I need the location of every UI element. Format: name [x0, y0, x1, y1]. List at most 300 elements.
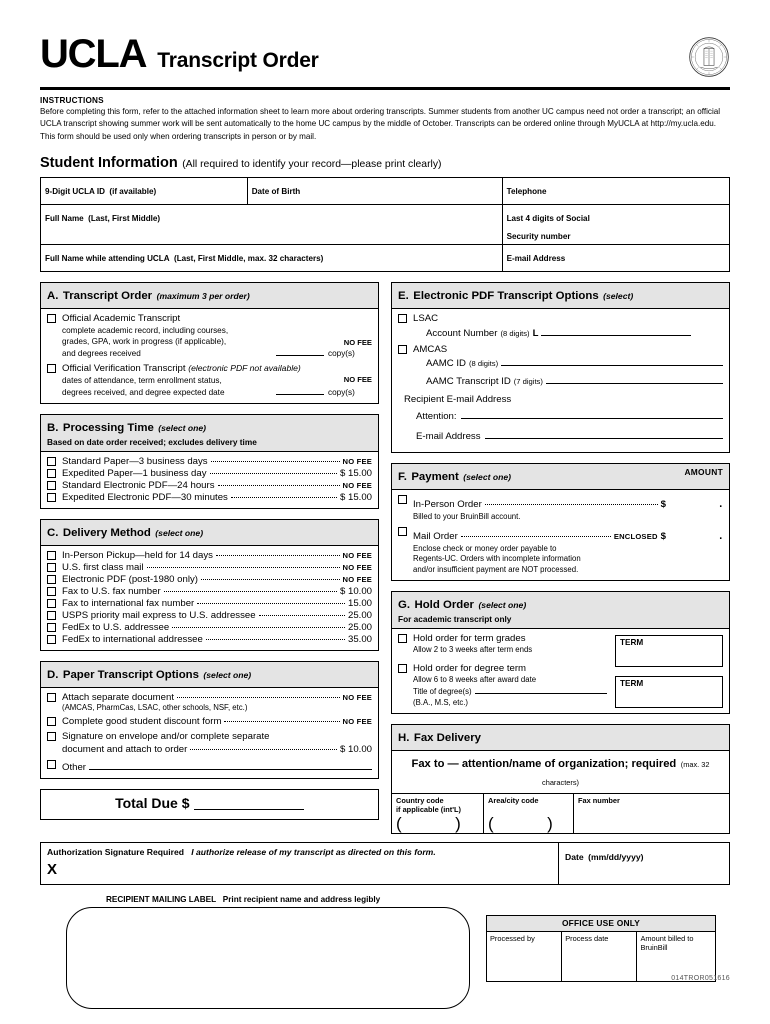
option-row[interactable]	[47, 586, 372, 597]
option-label-note: (electronic PDF not available)	[188, 363, 301, 374]
checkbox-signature-on-envelope[interactable]	[47, 732, 56, 741]
section-subtitle: For academic transcript only	[398, 614, 512, 625]
field-label: Telephone	[506, 186, 547, 196]
recipient-email-heading: Recipient E-mail Address	[404, 393, 512, 405]
field-ssn-last4[interactable]	[502, 204, 729, 244]
section-b-header	[41, 415, 378, 452]
attention-row	[398, 409, 723, 424]
field-full-name[interactable]	[41, 204, 503, 244]
signature-label-group	[47, 847, 552, 857]
section-e-body	[392, 309, 729, 452]
checkbox-fax-international[interactable]	[47, 599, 56, 608]
option-leader	[62, 744, 372, 755]
paren-group	[488, 813, 569, 833]
mailing-label-box[interactable]	[66, 907, 470, 1009]
option-leader	[62, 716, 372, 727]
field-label-line-2: if applicable (int'L)	[396, 805, 461, 815]
section-a	[40, 282, 379, 404]
amount-mail-order-value[interactable]: .	[718, 526, 723, 544]
desc-line-2-row	[62, 387, 372, 398]
paren-close: )	[455, 813, 461, 833]
desc-line-1: dates of attendance, term enrollment status,	[62, 376, 222, 386]
option-row[interactable]	[47, 363, 372, 375]
lsac-account-label: Account Number	[426, 328, 498, 340]
field-label: 9-Digit UCLA ID	[45, 186, 105, 196]
paren-close: )	[547, 813, 553, 833]
section-letter: H.	[398, 732, 410, 745]
aamc-id-input-line[interactable]	[501, 356, 723, 366]
option-label: Hold order for degree term	[413, 662, 527, 674]
fee-label: 25.00	[347, 609, 372, 621]
section-letter: C.	[47, 526, 59, 539]
enclosed-tag: ENCLOSED	[613, 532, 658, 542]
field-label: Area/city code	[488, 796, 539, 806]
option-official-academic-transcript	[47, 313, 372, 359]
section-h	[391, 724, 730, 834]
option-leader	[62, 562, 372, 573]
fee-label: NO FEE	[343, 338, 372, 348]
section-c	[40, 519, 379, 651]
checkbox-fedex-us[interactable]	[47, 623, 56, 632]
option-sublabel: Billed to your BruinBill account.	[413, 511, 521, 521]
section-letter: A.	[47, 289, 59, 302]
student-information-subtitle: (All required to identify your record—please print clearly)	[182, 158, 442, 170]
section-f-body	[392, 490, 729, 580]
currency-symbol: $	[660, 531, 666, 543]
instructions-heading: INSTRUCTIONS	[40, 96, 104, 105]
field-telephone[interactable]	[502, 177, 729, 204]
field-label: Fax number	[578, 796, 620, 806]
amount-in-person-value[interactable]: .	[718, 493, 723, 511]
section-f-header	[392, 464, 729, 490]
option-leader	[62, 456, 372, 467]
term-box-degree[interactable]	[615, 676, 723, 708]
header-left	[40, 34, 319, 74]
leader-dots	[211, 461, 340, 462]
section-d	[40, 661, 379, 779]
section-note: (select one)	[463, 471, 512, 482]
option-sublabel: Allow 2 to 3 weeks after term ends	[413, 645, 533, 655]
instructions-body: Before completing this form, refer to the attached information sheet to learn more about ordering transcripts. Summer students from another UC campus need not order a transcript; an official UCLA transcript showing summer work will be sent automatically to the home UC campus by the middle of October. Transcripts can be ordered online through MyUCLA at http://my.ucla.edu. This form should be used only when ordering transcripts in person or by mail.	[40, 107, 721, 141]
leader-dots	[216, 555, 340, 556]
leader-dots	[485, 504, 658, 505]
sub-line-3: and/or insufficient payment are NOT processed.	[413, 564, 579, 574]
option-row[interactable]	[47, 634, 372, 645]
checkbox-official-verification-transcript[interactable]	[47, 364, 56, 373]
total-due-input-line[interactable]	[194, 796, 304, 810]
fee-label: NO FEE	[342, 574, 372, 584]
table-row	[41, 177, 730, 204]
leader-dots	[206, 639, 345, 640]
desc-line-2: grades, GPA, work in progress (if applicable),	[62, 337, 227, 347]
right-column	[391, 282, 730, 834]
option-label: In-Person Order	[413, 498, 482, 510]
option-row[interactable]	[47, 492, 372, 503]
student-information-heading: Student Information	[40, 154, 178, 171]
option-leader	[62, 622, 372, 633]
checkbox-hold-degree-term[interactable]	[398, 664, 407, 673]
leader-dots	[147, 567, 340, 568]
form-columns	[40, 282, 730, 834]
checkbox-standard-electronic-pdf[interactable]	[47, 481, 56, 490]
office-amount-billed[interactable]	[637, 932, 715, 981]
bottom-row	[40, 895, 730, 1009]
option-label: U.S. first class mail	[62, 561, 144, 573]
checkbox-lsac[interactable]	[398, 314, 407, 323]
form-header	[40, 34, 730, 78]
field-note: (if available)	[109, 186, 157, 196]
paren-group	[396, 813, 479, 833]
office-use-header: OFFICE USE ONLY	[486, 915, 716, 932]
option-label: Standard Paper—3 business days	[62, 455, 208, 467]
field-label: Full Name	[45, 213, 84, 223]
section-note: (select)	[603, 290, 634, 301]
checkbox-mail-order[interactable]	[398, 527, 407, 536]
option-row[interactable]	[398, 663, 607, 675]
section-e-header	[392, 283, 729, 309]
checkbox-expedited-electronic-pdf[interactable]	[47, 493, 56, 502]
student-information-table	[40, 177, 730, 272]
section-letter: G.	[398, 599, 411, 612]
option-row[interactable]	[47, 759, 372, 773]
field-ucla-id[interactable]	[41, 177, 248, 204]
option-row[interactable]	[47, 562, 372, 573]
option-label: Expedited Paper—1 business day	[62, 467, 207, 479]
option-label: Hold order for term grades	[413, 633, 526, 645]
option-leader	[62, 574, 372, 585]
lsac-prefix: L	[532, 328, 539, 340]
option-leader	[62, 480, 372, 491]
aamc-id-label: AAMC ID	[426, 357, 466, 369]
attention-label: Attention:	[416, 410, 457, 422]
field-name-while-attending[interactable]	[41, 244, 503, 271]
signature-x-mark: X	[47, 860, 58, 878]
checkbox-us-first-class-mail[interactable]	[47, 563, 56, 572]
option-label	[62, 363, 301, 375]
option-official-verification-transcript	[47, 363, 372, 398]
section-note: (select one)	[155, 527, 204, 538]
aamc-transcript-id-label: AAMC Transcript ID	[426, 376, 511, 388]
section-g-header	[392, 592, 729, 629]
currency-symbol: $	[660, 498, 666, 510]
leader-dots	[201, 579, 340, 580]
page-title: Transcript Order	[157, 49, 319, 72]
date-label: Date	[565, 851, 584, 862]
checkbox-standard-paper[interactable]	[47, 457, 56, 466]
checkbox-fedex-international[interactable]	[47, 635, 56, 644]
option-row[interactable]	[398, 633, 607, 645]
option-label: Fax to international fax number	[62, 597, 195, 609]
option-leader	[62, 692, 372, 703]
option-row[interactable]	[47, 692, 372, 703]
field-label: Date of Birth	[251, 186, 301, 196]
fee-label: 35.00	[347, 633, 372, 645]
fee-label: NO FEE	[342, 550, 372, 560]
option-row[interactable]	[47, 716, 372, 727]
section-title: Transcript Order	[62, 289, 153, 302]
lsac-account-row	[398, 326, 723, 341]
desc-line-3-row	[62, 348, 372, 359]
degree-title-label: Title of degree(s)	[413, 687, 472, 697]
option-leader	[62, 550, 372, 561]
ucla-wordmark: UCLA	[40, 32, 147, 76]
caption-bold: RECIPIENT MAILING LABEL	[106, 894, 216, 904]
term-box-grades[interactable]	[615, 635, 723, 667]
option-label: Fax to U.S. fax number	[62, 585, 161, 597]
leader-dots	[259, 615, 345, 616]
checkbox-in-person-order[interactable]	[398, 495, 407, 504]
column-header: Processed by	[490, 933, 535, 943]
degree-term-notes	[398, 675, 607, 708]
aamc-id-row	[398, 356, 723, 371]
signature-label: Authorization Signature Required	[47, 846, 185, 857]
aamc-transcript-id-input-line[interactable]	[546, 374, 723, 384]
field-area-code[interactable]	[484, 794, 574, 833]
field-note: (Last, First Middle, max. 32 characters)	[174, 253, 324, 263]
option-row[interactable]	[47, 468, 372, 479]
field-fax-number[interactable]	[574, 794, 729, 833]
checkbox-fax-us[interactable]	[47, 587, 56, 596]
section-note: (maximum 3 per order)	[156, 290, 250, 301]
leader-dots	[218, 485, 340, 486]
option-multiline	[62, 731, 372, 754]
office-use-block	[486, 915, 716, 1009]
fax-to-row[interactable]	[392, 751, 729, 794]
section-g-body	[392, 629, 729, 713]
fee-label: NO FEE	[343, 375, 372, 385]
option-label: Attach separate document	[62, 691, 174, 703]
option-leader	[413, 526, 723, 544]
office-processed-by[interactable]	[487, 932, 562, 981]
section-d-body	[41, 688, 378, 778]
copies-input-line[interactable]	[276, 394, 324, 395]
other-input-line[interactable]	[89, 759, 372, 770]
section-letter: B.	[47, 421, 59, 434]
office-process-date[interactable]	[562, 932, 637, 981]
sub-line-1: Allow 6 to 8 weeks after award date	[413, 675, 537, 685]
option-row[interactable]	[47, 598, 372, 609]
section-title: Delivery Method	[62, 526, 151, 539]
table-row	[41, 204, 730, 244]
section-b	[40, 414, 379, 509]
leader-dots	[190, 749, 337, 750]
option-description	[47, 375, 372, 398]
mail-order-notes	[398, 544, 723, 575]
option-label: In-Person Pickup—held for 14 days	[62, 549, 213, 561]
fax-number-cells	[392, 794, 729, 833]
checkbox-official-academic-transcript[interactable]	[47, 314, 56, 323]
column-header: Process date	[565, 933, 609, 943]
option-leader	[62, 586, 372, 597]
option-label: Expedited Electronic PDF—30 minutes	[62, 491, 228, 503]
option-row[interactable]	[47, 610, 372, 621]
checkbox-electronic-pdf[interactable]	[47, 575, 56, 584]
section-letter: D.	[47, 668, 59, 681]
fee-label: $ 10.00	[339, 585, 372, 597]
fee-label: $ 15.00	[339, 467, 372, 479]
field-label: E-mail Address	[506, 253, 566, 263]
field-label: Full Name while attending UCLA	[45, 253, 170, 263]
email-input-line[interactable]	[485, 429, 723, 439]
option-label: FedEx to international addressee	[62, 633, 203, 645]
section-title: Paper Transcript Options	[62, 668, 199, 681]
desc-line-2: degrees received, and degree expected date	[62, 387, 225, 397]
fax-to-note: (max. 32 characters)	[542, 760, 710, 788]
desc-line-3: and degrees received	[62, 348, 141, 358]
option-row[interactable]	[47, 731, 372, 754]
fee-label: $ 10.00	[339, 743, 372, 755]
section-title: Hold Order	[414, 599, 474, 612]
fee-label: NO FEE	[342, 562, 372, 572]
copies-input-line[interactable]	[276, 355, 324, 356]
term-label: TERM	[620, 679, 644, 689]
option-leader	[62, 598, 372, 609]
sub-line-1: Enclose check or money order payable to	[413, 544, 557, 554]
checkbox-in-person-pickup[interactable]	[47, 551, 56, 560]
fee-label: 15.00	[347, 597, 372, 609]
desc-line-1: complete academic record, including courses,	[62, 326, 229, 336]
option-label: Signature on envelope and/or complete separate	[62, 731, 270, 743]
lsac-account-input-line[interactable]	[541, 326, 691, 336]
section-letter: F.	[398, 470, 407, 483]
section-title: Payment	[411, 470, 459, 483]
authorization-statement: I authorize release of my transcript as directed on this form.	[191, 846, 436, 857]
option-label: FedEx to U.S. addressee	[62, 621, 170, 633]
section-a-header	[41, 283, 378, 309]
paren-open: (	[488, 813, 494, 833]
option-sublabel: (AMCAS, PharmCas, LSAC, other schools, NSF, etc.)	[62, 702, 248, 712]
section-c-header	[41, 520, 378, 546]
field-label: Last 4 digits of Social	[506, 213, 590, 223]
leader-dots	[224, 721, 339, 722]
option-label: USPS priority mail express to U.S. addressee	[62, 609, 256, 621]
field-label-2: Security number	[506, 231, 571, 241]
email-label: E-mail Address	[416, 431, 481, 443]
section-d-header	[41, 662, 378, 688]
option-label: Complete good student discount form	[62, 716, 222, 728]
checkbox-good-student-discount[interactable]	[47, 717, 56, 726]
attention-input-line[interactable]	[461, 409, 723, 419]
option-label: Mail Order	[413, 531, 458, 543]
section-a-body	[41, 309, 378, 403]
recipient-mailing-label-block	[40, 895, 470, 1009]
section-letter: E.	[398, 289, 409, 302]
fee-label: NO FEE	[342, 456, 372, 466]
leader-dots	[177, 697, 340, 698]
option-leader	[62, 468, 372, 479]
option-leader	[62, 610, 372, 621]
checkbox-amcas[interactable]	[398, 345, 407, 354]
paren-open: (	[396, 813, 402, 833]
option-leader	[62, 492, 372, 503]
section-g	[391, 591, 730, 714]
mailing-label-caption	[66, 895, 470, 904]
option-leader	[62, 759, 372, 773]
amount-column-header: AMOUNT	[684, 466, 723, 477]
section-c-body	[41, 546, 378, 650]
option-label-2: document and attach to order	[62, 743, 188, 755]
option-row[interactable]	[398, 526, 723, 544]
leader-dots	[172, 627, 345, 628]
section-title: Processing Time	[62, 421, 154, 434]
aamc-transcript-id-note: (7 digits)	[513, 377, 543, 387]
leader-dots	[210, 473, 337, 474]
section-h-header	[392, 725, 729, 751]
field-date-of-birth[interactable]	[247, 177, 502, 204]
section-note: (select one)	[203, 669, 252, 680]
checkbox-usps-priority[interactable]	[47, 611, 56, 620]
total-due-label: Total Due $	[115, 794, 190, 811]
option-label: AMCAS	[413, 343, 448, 355]
term-boxes	[615, 633, 723, 708]
field-email[interactable]	[502, 244, 729, 271]
fax-to-label: Fax to — attention/name of organization; required	[411, 758, 677, 771]
option-row[interactable]	[47, 622, 372, 633]
checkbox-other[interactable]	[47, 760, 56, 769]
field-country-code[interactable]	[392, 794, 484, 833]
option-row[interactable]	[398, 313, 723, 325]
option-row[interactable]	[47, 313, 372, 325]
option-row[interactable]	[47, 550, 372, 561]
option-row[interactable]	[47, 456, 372, 467]
left-column	[40, 282, 379, 834]
section-e	[391, 282, 730, 453]
option-label: Other	[62, 761, 86, 773]
column-header: Amount billed to BruinBill	[640, 933, 694, 952]
checkbox-expedited-paper[interactable]	[47, 469, 56, 478]
authorization-row	[40, 842, 730, 885]
degree-title-input-line[interactable]	[475, 685, 607, 694]
option-label-text: Official Verification Transcript	[62, 363, 186, 375]
section-b-body	[41, 452, 378, 508]
signature-cell[interactable]	[41, 843, 559, 884]
option-row[interactable]	[398, 494, 723, 512]
leader-dots	[461, 536, 611, 537]
option-label: LSAC	[413, 312, 439, 324]
date-cell[interactable]	[559, 843, 729, 884]
field-label-line-1: Country code	[396, 796, 444, 806]
degree-title-note: (B.A., M.S, etc.)	[413, 697, 469, 707]
aamc-id-note: (8 digits)	[468, 358, 499, 368]
hold-order-options	[398, 633, 607, 708]
fee-label: $ 15.00	[339, 491, 372, 503]
lsac-account-note: (8 digits)	[500, 329, 530, 339]
form-code: 014TROR051616	[671, 975, 730, 982]
checkbox-attach-separate-document[interactable]	[47, 693, 56, 702]
checkbox-hold-term-grades[interactable]	[398, 634, 407, 643]
option-row[interactable]	[47, 574, 372, 585]
section-note: (select one)	[158, 422, 207, 433]
student-information-title	[40, 154, 730, 172]
ucla-seal-icon	[688, 36, 730, 78]
caption-rest: Print recipient name and address legibly	[222, 894, 381, 904]
copies-label: copy(s)	[328, 348, 355, 358]
section-f	[391, 463, 730, 581]
fee-label: 25.00	[347, 621, 372, 633]
header-rule	[40, 87, 730, 90]
section-subtitle: Based on date order received; excludes delivery time	[47, 436, 257, 447]
option-row[interactable]	[398, 344, 723, 356]
table-row	[41, 244, 730, 271]
section-title: Fax Delivery	[413, 732, 481, 745]
email-row	[398, 429, 723, 444]
hold-order-wrap	[398, 633, 723, 708]
option-row[interactable]	[47, 480, 372, 491]
total-due-box[interactable]	[40, 789, 379, 820]
date-note: (mm/dd/yyyy)	[588, 851, 644, 862]
option-description	[47, 325, 372, 359]
sub-line-2: Regents-UC. Orders with incomplete information	[413, 554, 581, 564]
